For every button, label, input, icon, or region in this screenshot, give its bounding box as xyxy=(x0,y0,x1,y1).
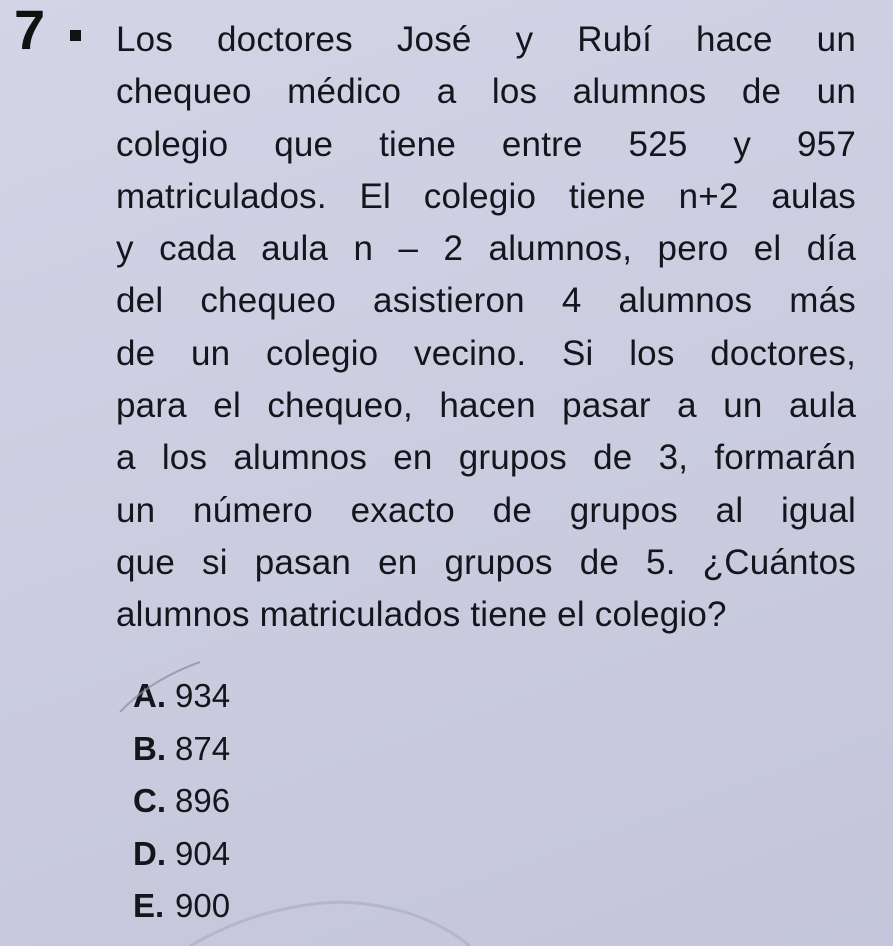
problem-line: matriculados. El colegio tiene n+2 aulas xyxy=(116,176,856,216)
problem-line: alumnos matriculados tiene el colegio? xyxy=(116,595,727,635)
problem-line: del chequeo asistieron 4 alumnos más xyxy=(116,281,856,321)
option-value: 934 xyxy=(175,677,231,714)
problem-statement xyxy=(116,14,856,642)
problem-line: y cada aula n – 2 alumnos, pero el día xyxy=(116,229,856,269)
problem-line: Los doctores José y Rubí hace un xyxy=(116,20,856,59)
option-value: 896 xyxy=(175,782,231,819)
problem-line: a los alumnos en grupos de 3, formarán xyxy=(116,438,856,478)
option-value: 900 xyxy=(175,887,231,924)
problem-line: de un colegio vecino. Si los doctores, xyxy=(116,333,856,373)
answer-options xyxy=(133,670,230,933)
problem-line: que si pasan en grupos de 5. ¿Cuántos xyxy=(116,542,856,582)
option-letter: E. xyxy=(133,887,165,924)
option-letter: D. xyxy=(133,834,167,872)
option-value: 904 xyxy=(175,834,231,872)
option-b[interactable] xyxy=(133,723,230,776)
option-a[interactable] xyxy=(133,670,230,723)
problem-line: un número exacto de grupos al igual xyxy=(116,490,856,530)
question-number: 7 xyxy=(14,0,46,61)
problem-line: colegio que tiene entre 525 y 957 xyxy=(116,124,856,164)
option-letter: C. xyxy=(133,782,167,819)
option-letter: A. xyxy=(133,677,167,714)
question-bullet xyxy=(70,30,81,41)
problem-line: chequeo médico a los alumnos de un xyxy=(116,72,856,112)
problem-line: para el chequeo, hacen pasar a un aula xyxy=(116,386,856,426)
option-e[interactable] xyxy=(133,880,230,933)
option-d[interactable] xyxy=(133,828,230,881)
option-letter: B. xyxy=(133,729,167,767)
option-value: 874 xyxy=(175,729,231,767)
option-c[interactable] xyxy=(133,775,230,828)
